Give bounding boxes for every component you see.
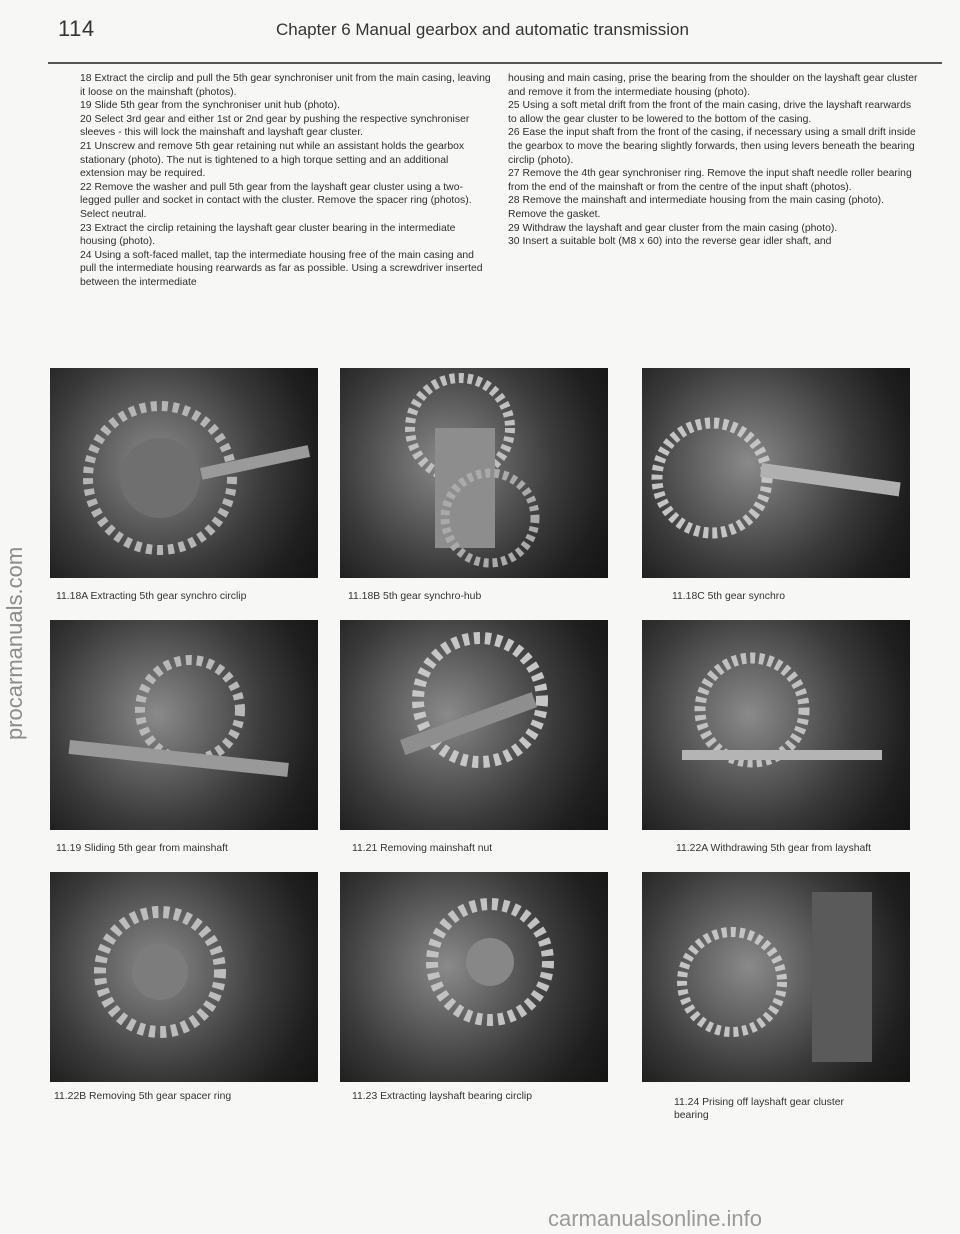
photo-11-22b <box>50 872 318 1082</box>
photo-11-18b <box>340 368 608 578</box>
step-22: 22 Remove the washer and pull 5th gear from the layshaft gear cluster using a two-legged puller and socket in contact with the cluster. Remove the spacer ring (photos). Select neutral. <box>80 181 472 220</box>
photo-11-23 <box>340 872 608 1082</box>
step-30: 30 Insert a suitable bolt (M8 x 60) into the reverse gear idler shaft, and <box>508 236 832 248</box>
step-28: 28 Remove the mainshaft and intermediate housing from the main casing (photo). Remove the gasket. <box>508 195 885 220</box>
caption-11-23: 11.23 Extracting layshaft bearing circlip <box>352 1091 533 1102</box>
chapter-title: Chapter 6 Manual gearbox and automatic transmission <box>276 20 689 39</box>
step-24-cont: housing and main casing, prise the bearing from the shoulder on the layshaft gear cluster and remove it from the intermediate housing (photo). <box>508 73 918 98</box>
text-column-left <box>80 72 492 290</box>
photo-11-18c <box>642 368 910 578</box>
caption-11-18a: 11.18A Extracting 5th gear synchro circlip <box>56 591 247 602</box>
step-19: 19 Slide 5th gear from the synchroniser unit hub (photo). <box>80 100 340 112</box>
step-20: 20 Select 3rd gear and either 1st or 2nd gear by pushing the respective synchroniser sleeves - this will lock the mainshaft and layshaft gear cluster. <box>80 113 470 139</box>
photo-11-21 <box>340 620 608 830</box>
photo-11-19 <box>50 620 318 830</box>
caption-11-22a: 11.22A Withdrawing 5th gear from layshaft <box>676 843 872 854</box>
step-18: 18 Extract the circlip and pull the 5th gear synchroniser unit from the main casing, leaving it loose on the mainshaft (photos). <box>80 73 491 98</box>
step-25: 25 Using a soft metal drift from the front of the main casing, drive the layshaft rearwards to allow the gear cluster to be lowered to the bottom of the casing. <box>508 100 912 125</box>
photo-11-18a <box>50 368 318 578</box>
page-number: 114 <box>58 16 95 41</box>
caption-11-21: 11.21 Removing mainshaft nut <box>352 843 493 854</box>
caption-11-19: 11.19 Sliding 5th gear from mainshaft <box>56 843 228 854</box>
watermark-bottom: carmanualsonline.info <box>548 1206 763 1231</box>
text-column-right <box>508 72 920 249</box>
photo-11-22a <box>642 620 910 830</box>
header-rule <box>48 62 942 64</box>
step-29: 29 Withdraw the layshaft and gear cluster from the main casing (photo). <box>508 222 838 234</box>
step-21: 21 Unscrew and remove 5th gear retaining nut while an assistant holds the gearbox stationary (photo). The nut is tightened to a high torque setting and an additional extension may be required. <box>80 140 465 180</box>
caption-11-22b: 11.22B Removing 5th gear spacer ring <box>54 1091 232 1102</box>
step-24: 24 Using a soft-faced mallet, tap the intermediate housing free of the main casing and pull the intermediate housing rearwards as far as possible. Using a screwdriver inserted between the intermediate <box>80 249 483 288</box>
caption-11-24: 11.24 Prising off layshaft gear cluster bearing <box>674 1097 844 1121</box>
caption-11-18c: 11.18C 5th gear synchro <box>672 591 786 602</box>
watermark-side: procarmanuals.com <box>2 546 27 740</box>
photo-11-24 <box>642 872 910 1082</box>
step-23: 23 Extract the circlip retaining the layshaft gear cluster bearing in the intermediate housing (photo). <box>80 222 456 248</box>
step-26: 26 Ease the input shaft from the front of the casing, if necessary using a small drift inside the gearbox to move the bearing slightly forwards, then using levers beneath the bearing circlip (photo). <box>508 127 916 166</box>
step-27: 27 Remove the 4th gear synchroniser ring. Remove the input shaft needle roller bearing from the end of the mainshaft or from the centre of the input shaft (photos). <box>508 168 912 193</box>
caption-11-18b: 11.18B 5th gear synchro-hub <box>348 591 482 602</box>
